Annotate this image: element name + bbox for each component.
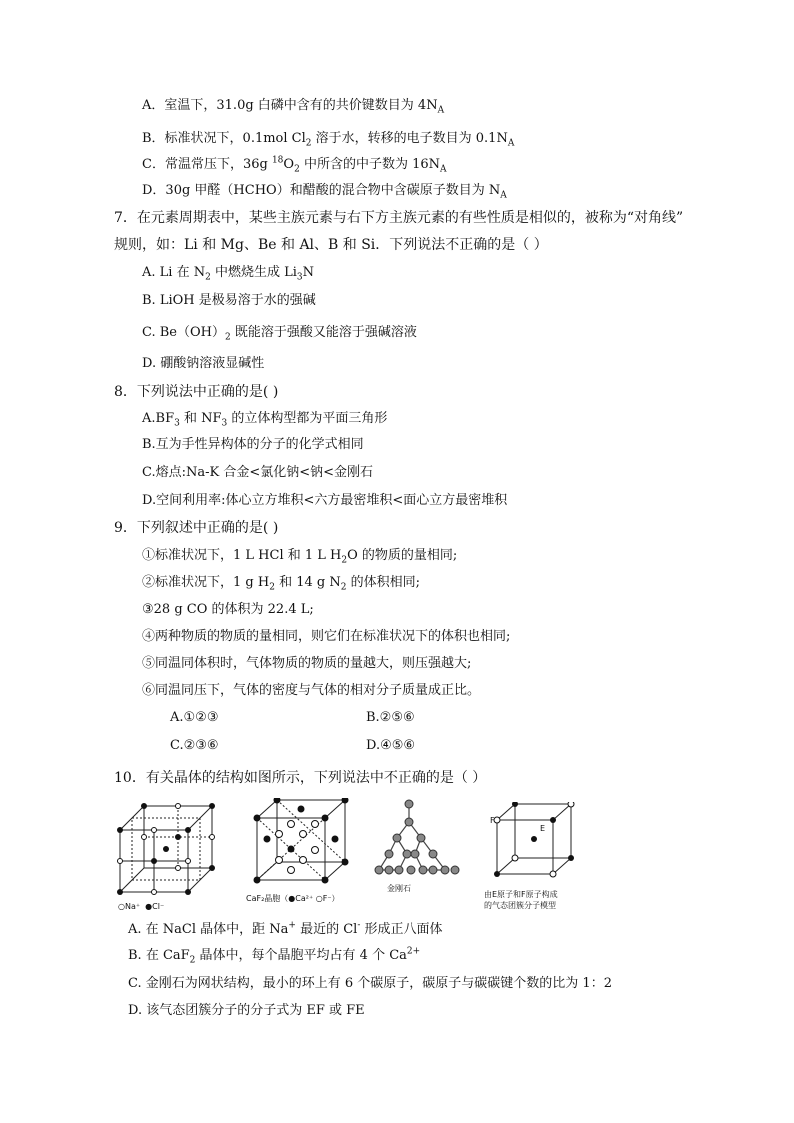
q8-option-c: C.熔点:Na-K 合金<氯化钠<钠<金刚石 <box>142 465 374 480</box>
q9-statement-6: ⑥同温同压下，气体的密度与气体的相对分子质量成正比。 <box>142 683 481 698</box>
q10-option-a-text-3: 形成正八面体 <box>360 922 443 937</box>
cluster-molecule-diagram <box>487 802 582 882</box>
q10-option-d: D. 该气态团簇分子的分子式为 EF 或 FE <box>128 1003 365 1018</box>
q10-option-b <box>128 948 420 964</box>
q8-option-b: B.互为手性异构体的分子的化学式相同 <box>142 437 364 452</box>
open-circle-icon: ○ <box>118 902 125 911</box>
q10-option-b-text-2: 晶体中，每个晶胞平均占有 4 个 Ca <box>195 948 407 963</box>
nacl-legend <box>118 902 164 912</box>
q9-statement-1-text-2: O 的物质的量相同; <box>347 548 458 563</box>
label-f: F <box>490 816 495 825</box>
q9-statement-1-text: ①标准状况下，1 L HCl 和 1 L H <box>142 548 342 563</box>
q9-statement-2-text: ②标准状况下，1 g H <box>142 575 270 590</box>
q6-option-c-text: C．常温常压下，36g <box>142 157 272 172</box>
subscript: A <box>507 138 515 149</box>
q9-option-c: C.②③⑥ <box>170 738 219 753</box>
q10-option-a-text: A. 在 NaCl 晶体中，距 Na <box>128 922 289 937</box>
q6-option-d-text: D．30g 甲醛（HCHO）和醋酸的混合物中含碳原子数目为 N <box>142 183 501 198</box>
q7-stem-line1: 7．在元素周期表中，某些主族元素与右下方主族元素的有些性质是相似的，被称为“对角线” <box>114 210 684 226</box>
subscript: 2 <box>341 555 348 566</box>
subscript: A <box>440 164 447 175</box>
q6-option-d <box>142 183 507 199</box>
subscript: 2 <box>225 332 231 343</box>
caf2-caption: CaF₂晶胞（●Ca²⁺ ○F⁻） <box>246 894 340 903</box>
q6-option-b <box>142 131 514 147</box>
q9-stem: 9．下列叙述中正确的是( ) <box>114 520 279 536</box>
q9-option-b: B.②⑤⑥ <box>366 710 415 725</box>
nacl-crystal-diagram <box>112 800 222 900</box>
q7-stem-line2: 规则，如：Li 和 Mg、Be 和 Al、B 和 Si．下列说法不正确的是（ ） <box>114 237 548 253</box>
subscript: 2 <box>305 138 312 149</box>
q6-option-b-text: B．标准状况下，0.1mol Cl <box>142 131 306 146</box>
q7-option-c <box>142 325 417 341</box>
q7-option-d: D. 硼酸钠溶液显碱性 <box>142 356 265 371</box>
legend-cl: Cl⁻ <box>152 902 165 911</box>
q7-option-c-text: C. Be（OH） <box>142 325 225 340</box>
q6-option-b-text-2: 溶于水，转移的电子数目为 0.1N <box>311 131 508 146</box>
cluster-caption-line2: 的气态团簇分子模型 <box>484 901 556 910</box>
q7-option-a-text-2: 中燃烧生成 Li <box>210 265 297 280</box>
label-e: E <box>540 824 546 833</box>
q7-option-a-text-3: N <box>302 265 314 280</box>
filled-circle-icon: ● <box>142 902 153 911</box>
superscript: - <box>357 920 361 931</box>
q7-option-c-text-2: 既能溶于强酸又能溶于强碱溶液 <box>230 325 417 340</box>
subscript: 3 <box>174 418 180 429</box>
subscript: A <box>437 105 445 116</box>
diamond-structure-diagram <box>367 798 463 886</box>
caf2-crystal-diagram <box>247 798 352 888</box>
subscript: 2 <box>205 272 211 283</box>
q10-option-b-text: B. 在 CaF <box>128 948 190 963</box>
q6-option-a <box>142 98 444 114</box>
q9-statement-2-text-3: 的体积相同; <box>346 575 420 590</box>
q7-option-b: B. LiOH 是极易溶于水的强碱 <box>142 293 316 308</box>
q10-option-a <box>128 922 443 938</box>
q6-option-c-text-3: 中所含的中子数为 16N <box>299 157 440 172</box>
q6-option-c-text-2: O <box>283 157 295 172</box>
q7-option-a-text: A. Li 在 N <box>142 265 206 280</box>
q9-statement-1 <box>142 548 457 564</box>
q6-option-a-text: A．室温下，31.0g 白磷中含有的共价键数目为 4N <box>142 98 438 113</box>
subscript: 2 <box>340 582 347 593</box>
q9-statement-3: ③28 g CO 的体积为 22.4 L; <box>142 602 314 617</box>
q8-option-d: D.空间利用率:体心立方堆积<六方最密堆积<面心立方最密堆积 <box>142 493 508 508</box>
q8-stem: 8．下列说法中正确的是( ) <box>114 384 279 400</box>
diamond-caption: 金刚石 <box>387 884 411 893</box>
legend-na: Na⁺ <box>124 902 141 911</box>
subscript: 2 <box>294 164 300 175</box>
subscript: 2 <box>269 582 275 593</box>
q10-stem: 10．有关晶体的结构如图所示，下列说法中不正确的是（ ） <box>114 770 487 786</box>
q8-option-a-text: A.BF <box>142 411 175 426</box>
q9-statement-5: ⑤同温同体积时，气体物质的物质的量越大，则压强越大; <box>142 656 472 671</box>
superscript: 2+ <box>406 946 421 957</box>
q7-option-a <box>142 265 314 281</box>
q8-option-a <box>142 411 387 427</box>
q8-option-a-text-2: 和 NF <box>179 411 222 426</box>
subscript: A <box>500 190 507 201</box>
q9-statement-4: ④两种物质的物质的量相同，则它们在标准状况下的体积也相同; <box>142 629 511 644</box>
q9-option-a: A.①②③ <box>170 710 219 725</box>
q8-option-a-text-3: 的立体构型都为平面三角形 <box>227 411 388 426</box>
superscript: + <box>288 920 296 931</box>
q10-option-a-text-2: 最近的 Cl <box>295 922 358 937</box>
subscript: 2 <box>189 955 196 966</box>
subscript: 3 <box>221 418 228 429</box>
q9-statement-2-text-2: 和 14 g N <box>274 575 341 590</box>
q6-option-c <box>142 157 447 173</box>
q10-figures <box>112 798 582 914</box>
superscript: 18 <box>271 155 284 166</box>
q9-statement-2 <box>142 575 420 591</box>
q9-option-d: D.④⑤⑥ <box>366 738 416 753</box>
subscript: 3 <box>296 272 303 283</box>
cluster-caption-line1: 由E原子和F原子构成 <box>484 890 558 899</box>
q10-option-c: C. 金刚石为网状结构，最小的环上有 6 个碳原子，碳原子与碳碳键个数的比为 1：2 <box>128 976 612 991</box>
